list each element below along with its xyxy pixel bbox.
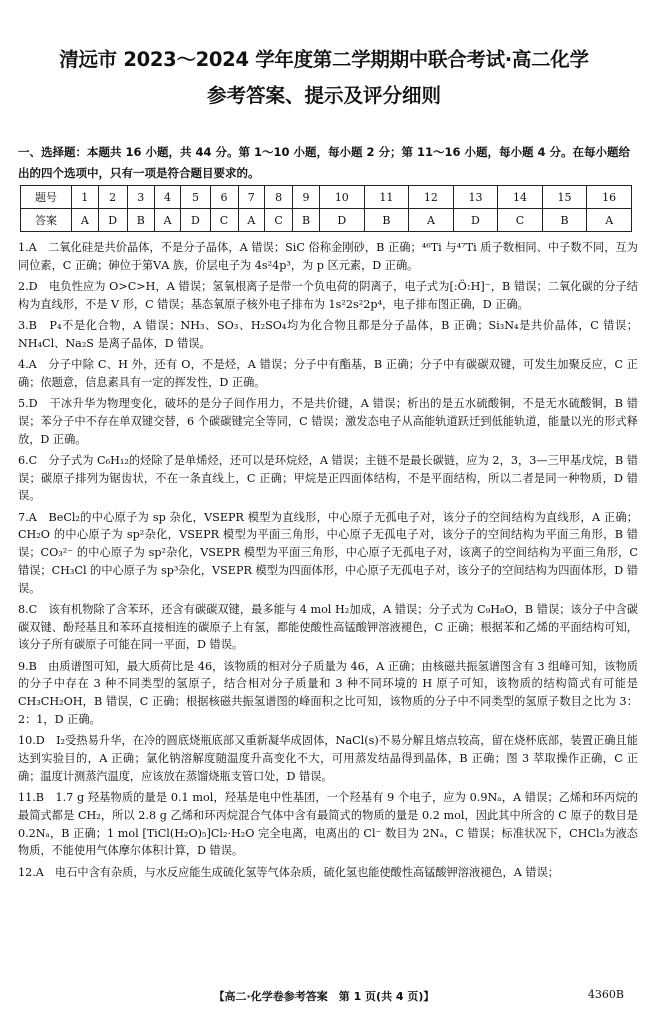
answer-cell: A — [587, 209, 632, 232]
row-label-answer: 答案 — [21, 209, 72, 232]
explanation-item: 5.D 干冰升华为物理变化，破坏的是分子间作用力，不是共价键，A 错误；析出的是五水硫酸铜，不是无水硫酸铜，B 错误；苯分子中不存在单双键交替，6 个碳碳键完全等同，C 错误；激发态电子从高能轨道跃迁到低能轨道，能量以光的形式释放，D 正确。 — [18, 396, 638, 446]
page-title: 清远市 2023～2024 学年度第二学期期中联合考试·高二化学 — [59, 48, 589, 71]
question-number: 16 — [587, 186, 632, 209]
answer-cell: A — [72, 209, 99, 232]
answer-cell: D — [98, 209, 127, 232]
question-number: 5 — [181, 186, 210, 209]
paper-code: 4360B — [587, 988, 624, 1001]
explanation-item: 11.B 1.7 g 羟基物质的量是 0.1 mol，羟基是电中性基团，一个羟基有 9 个电子，应为 0.9Nₐ，A 错误；乙烯和环丙烷的最简式都是 CH₂，所以 2.8 g 乙烯和环丙烷混合气体中含有最简式的物质的量是 0.2 mol，因此其中所含的 C 原子的数目是 0.2Nₐ，B 正确；1 mol [TiCl(H₂O)₅]Cl₂·H₂O 完全电离，电离出的 Cl⁻ 数目为 2Nₐ，C 错误；标准状况下，CHCl₃为液态物质，不能使用气体摩尔体积计算，D 错误。 — [18, 791, 638, 858]
answer-cell: B — [542, 209, 587, 232]
question-number: 11 — [364, 186, 409, 209]
question-number: 9 — [293, 186, 320, 209]
question-number: 8 — [265, 186, 293, 209]
explanation-item: 3.B P₄不是化合物，A 错误；NH₃、SO₃、H₂SO₄均为化合物且都是分子晶体，B 正确；Si₃N₄是共价晶体，C 错误；NH₄Cl、Na₂S 是离子晶体，D 错误。 — [18, 318, 638, 350]
answer-cell: A — [409, 209, 454, 232]
row-label-number: 题号 — [21, 186, 72, 209]
explanation-item: 7.A BeCl₂的中心原子为 sp 杂化，VSEPR 模型为直线形，中心原子无孤电子对，该分子的空间结构为直线形，A 正确；CH₂O 的中心原子为 sp²杂化，VSEPR 模型为平面三角形，中心原子无孤电子对，该分子的空间结构为平面三角形，B 错误；CO₃²⁻ 的中心原子为 sp²杂化，VSEPR 模型为平面三角形，中心原子无孤电子对，该离子的空间结构为平面三角形，C 错误；CH₃Cl 的中心原子为 sp³杂化，VSEPR 模型为四面体形，中心原子无孤电子对，该分子的空间结构为四面体形，D 错误。 — [18, 510, 638, 595]
answer-cell: A — [154, 209, 181, 232]
explanation-item: 8.C 该有机物除了含苯环，还含有碳碳双键，最多能与 4 mol H₂加成，A 错误；分子式为 C₉H₈O，B 错误；该分子中含碳碳双键、酚羟基且和苯环直接相连的碳原子上有氢，都能使酸性高锰酸钾溶液褪色，C 正确；根据苯和乙烯的平面结构可知，该分子所有碳原子可能在同一平面，D 错误。 — [18, 602, 638, 652]
question-number: 13 — [453, 186, 498, 209]
answer-cell: D — [453, 209, 498, 232]
answer-cell: C — [498, 209, 543, 232]
explanation-item: 6.C 分子式为 C₆H₁₂的烃除了是单烯烃，还可以是环烷烃，A 错误；主链不是最长碳链，应为 2，3，3—三甲基戊烷，B 错误；碳原子排列为锯齿状，不在一条直线上，C 正确；甲烷是正四面体结构，不是平面结构，所以二者是同一种物质，D 错误。 — [18, 453, 638, 503]
explanation-item: 10.D I₂受热易升华，在冷的圆底烧瓶底部又重新凝华成固体，NaCl(s)不易分解且熔点较高，留在烧杯底部，装置正确且能达到实验目的，A 正确；氯化钠溶解度随温度升高变化不大，可用蒸发结晶得到晶体，B 正确；图 3 萃取操作正确，C 正确；温度计测蒸汽温度，应该放在蒸馏烧瓶支管口处，D 错误。 — [18, 734, 638, 783]
question-number: 6 — [210, 186, 238, 209]
question-number: 12 — [409, 186, 454, 209]
answer-cell: B — [364, 209, 409, 232]
page-footer: 【高二·化学卷参考答案 第 1 页(共 4 页)】 — [213, 990, 435, 1003]
explanation-item: 1.A 二氧化硅是共价晶体，不是分子晶体，A 错误；SiC 俗称金刚砂，B 正确；⁴⁶Ti 与⁴⁷Ti 质子数相同、中子数不同，互为同位素，C 正确；砷位于第ⅤA 族，价层电子为 4s²4p³，为 p 区元素，D 正确。 — [18, 241, 638, 272]
answer-cell: B — [293, 209, 320, 232]
page-subtitle: 参考答案、提示及评分细则 — [206, 84, 441, 107]
section-heading: 一、选择题：本题共 16 小题，共 44 分。第 1～10 小题，每小题 2 分；第 11～16 小题，每小题 4 分。在每小题给出的四个选项中，只有一项是符合题目要求的。 — [18, 145, 631, 180]
question-number-row — [21, 186, 632, 209]
answer-cell: C — [265, 209, 293, 232]
question-number: 7 — [238, 186, 265, 209]
question-number: 1 — [72, 186, 99, 209]
question-number: 15 — [542, 186, 587, 209]
explanations — [18, 239, 638, 885]
explanation-item: 9.B 由质谱图可知，最大质荷比是 46，该物质的相对分子质量为 46，A 正确；由核磁共振氢谱图含有 3 组峰可知，该物质的分子中存在 3 种不同类型的氢原子，结合相对分子质量和 3 种不同环境的 H 原子可知，该物质的结构简式有可能是 CH₃CH₂OH，B 错误，C 正确；根据核磁共振氢谱图的峰面积之比可知，该物质的分子中不同类型的氢原子数目之比为 3：2：1，D 正确。 — [18, 659, 638, 727]
answer-cell: D — [181, 209, 210, 232]
answer-table — [20, 185, 632, 232]
question-number: 10 — [320, 186, 365, 209]
answer-cell: C — [210, 209, 238, 232]
answer-cell: A — [238, 209, 265, 232]
question-number: 3 — [127, 186, 154, 209]
question-number: 14 — [498, 186, 543, 209]
answer-cell: B — [127, 209, 154, 232]
explanation-item: 2.D 电负性应为 O>C>H，A 错误；氢氧根离子是带一个负电荷的阴离子，电子式为[:Ö:H]⁻，B 错误；二氧化碳的分子结构为直线形，不是 V 形，C 错误；基态氧原子核外电子排布为 1s²2s²2p⁴，电子排布图正确，D 正确。 — [18, 279, 638, 311]
explanation-item: 12.A 电石中含有杂质，与水反应能生成硫化氢等气体杂质，硫化氢也能使酸性高锰酸钾溶液褪色，A 错误； — [18, 865, 559, 879]
answer-cell: D — [320, 209, 365, 232]
question-number: 4 — [154, 186, 181, 209]
answer-row — [21, 209, 632, 232]
explanation-item: 4.A 分子中除 C、H 外，还有 O，不是烃，A 错误；分子中有酯基，B 正确；分子中有碳碳双键，可发生加聚反应，C 正确；依题意，信息素具有一定的挥发性，D 正确。 — [18, 357, 638, 389]
question-number: 2 — [98, 186, 127, 209]
